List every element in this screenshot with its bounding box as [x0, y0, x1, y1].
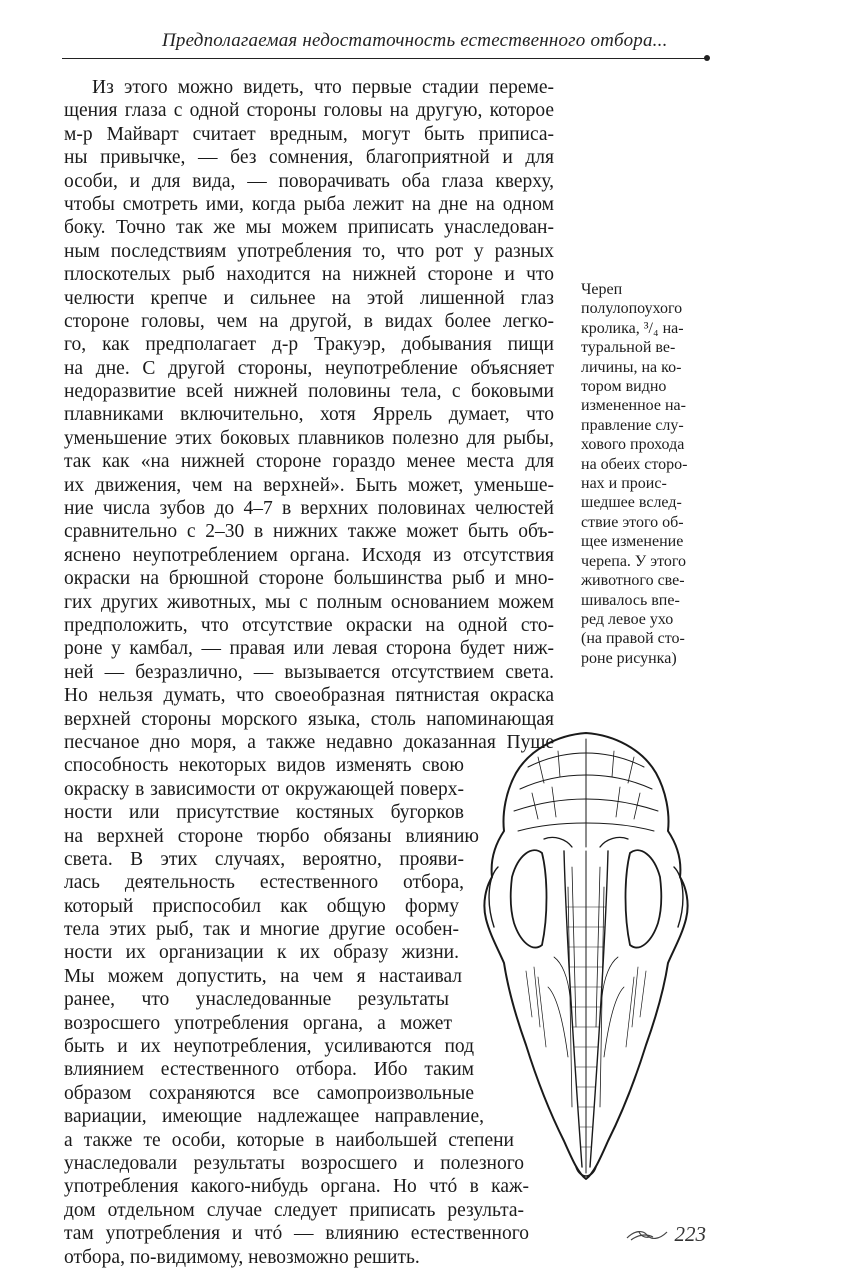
caption-line: шивалось впе-	[581, 591, 680, 609]
body-line: особи, и для вида, — поворачивать оба глаза кверху,	[64, 170, 554, 192]
body-line: стороне головы, чем на другой, в видах более легко-	[64, 310, 554, 332]
body-line: яснено неупотреблением органа. Исходя из отсутствия	[64, 544, 554, 566]
body-line: который приспособил как общую форму	[64, 895, 459, 917]
body-line: щения глаза с одной стороны головы на другую, которое	[64, 100, 554, 122]
page-footer	[625, 1222, 707, 1247]
body-line: песчаное дно моря, а также недавно доказанная Пуше	[64, 731, 554, 753]
body-line: их движения, чем на верхней». Быть может, уменьше-	[64, 474, 554, 496]
caption-line: черепа. У этого	[581, 552, 687, 570]
caption-line: животного све-	[581, 572, 685, 590]
caption-line: роне рисунка)	[581, 649, 677, 667]
body-line: верхней стороны морского языка, столь напоминающая	[64, 708, 554, 730]
caption-line: щее изменение	[581, 533, 684, 551]
caption-line: нах и проис-	[581, 475, 667, 493]
header-rule	[62, 58, 706, 59]
figure-caption	[581, 280, 705, 668]
caption-line: измененное на-	[581, 397, 686, 415]
body-line: а также те особи, которые в наибольшей степени	[64, 1129, 514, 1151]
body-line: света. В этих случаях, вероятно, прояви-	[64, 848, 464, 870]
body-line: окраски на брюшной стороне большинства рыб и мно-	[64, 568, 554, 590]
body-line: сравнительно с 2–30 в нижних также может быть объ-	[64, 521, 554, 543]
caption-line: кролика, ³/₄ на-	[581, 319, 684, 337]
body-line: ны привычке, — без сомнения, благоприятной и для	[64, 147, 554, 169]
caption-line: туральной ве-	[581, 339, 676, 357]
body-line: отбора, по-видимому, невозможно решить.	[64, 1246, 420, 1268]
caption-line: полулопоухого	[581, 300, 683, 318]
body-line: челюсти крепче и сильнее на этой лишенной глаз	[64, 287, 554, 309]
body-line: ние числа зубов до 4–7 в верхних половинах челюстей	[64, 498, 554, 520]
caption-line: на обеих сторо-	[581, 455, 688, 473]
body-line: ранее, что унаследованные результаты	[64, 989, 449, 1011]
caption-line: правление слу-	[581, 416, 684, 434]
body-line: предположить, что отсутствие окраски на одной сто-	[64, 614, 554, 636]
body-line: м-р Майварт считает вредным, могут быть приписа-	[64, 123, 554, 145]
body-line: дом отдельном случае следует приписать результа-	[64, 1199, 524, 1221]
caption-line: ствие этого об-	[581, 513, 684, 531]
body-line: тела этих рыб, так и многие другие особен-	[64, 919, 459, 941]
body-line: боку. Точно так же мы можем приписать унаследован-	[64, 217, 554, 239]
body-line: чтобы смотреть ими, когда рыба лежит на дне на одном	[64, 193, 554, 215]
caption-line: (на правой сто-	[581, 630, 685, 648]
body-line: недоразвитие всей нижней половины тела, с боковыми	[64, 381, 554, 403]
body-line: уменьшение этих боковых плавников полезно для рыбы,	[64, 427, 554, 449]
body-line: вариации, имеющие надлежащее направление,	[64, 1106, 484, 1128]
body-line: плавниками включительно, хотя Яррель думает, что	[64, 404, 554, 426]
caption-line: шедшее вслед-	[581, 494, 682, 512]
caption-line: тором видно	[581, 378, 667, 396]
body-line: так как «на нижней стороне гораздо менее места для	[64, 451, 554, 473]
body-line: на дне. С другой стороны, неупотребление объясняет	[64, 357, 554, 379]
rabbit-skull-engraving-icon	[468, 727, 704, 1187]
body-line: ней — безразлично, — вызывается отсутствием света.	[64, 661, 554, 683]
body-line: быть и их неупотребления, усиливаются под	[64, 1036, 474, 1058]
body-line: Из этого можно видеть, что первые стадии переме-	[92, 77, 554, 98]
body-line: го, как предполагает д-р Тракуэр, добывания пищи	[64, 334, 554, 356]
body-line: Мы можем допустить, на чем я настаивал	[64, 965, 462, 987]
body-line: окраску в зависимости от окружающей поверх-	[64, 778, 464, 800]
body-line: ности или присутствие костяных бугорков	[64, 802, 464, 824]
body-line: унаследовали результаты возросшего и полезного	[64, 1152, 524, 1174]
body-line: образом сохраняются все самопроизвольные	[64, 1082, 474, 1104]
flourish-ornament-icon	[625, 1228, 669, 1242]
body-line: там употребления и чтó — влиянию естественного	[64, 1223, 529, 1245]
body-line: роне у камбал, — правая или левая сторона будет ниж-	[64, 638, 554, 660]
caption-line: личины, на ко-	[581, 358, 682, 376]
caption-line: хового прохода	[581, 436, 685, 454]
body-line: способность некоторых видов изменять свою	[64, 755, 464, 777]
body-line: гих других животных, мы с полным основанием можем	[64, 591, 554, 613]
body-line: на верхней стороне тюрбо обязаны влиянию	[64, 825, 479, 847]
body-line: плоскотелых рыб находится на нижней стороне и что	[64, 264, 554, 286]
body-line: лась деятельность естественного отбора,	[64, 872, 464, 894]
page-number: 223	[674, 1222, 706, 1246]
body-line: ности их организации к их образу жизни.	[64, 942, 459, 964]
running-title: Предполагаемая недостаточность естественного отбора...	[162, 30, 668, 51]
body-line: влиянием естественного отбора. Ибо таким	[64, 1059, 474, 1081]
body-line: Но нельзя думать, что своеобразная пятнистая окраска	[64, 685, 554, 707]
caption-line: ред левое ухо	[581, 610, 674, 628]
body-line: ным последствиям употребления то, что рот у разных	[64, 240, 554, 262]
body-line: употребления какого-нибудь органа. Но чтó в каж-	[64, 1176, 529, 1198]
body-line: возросшего употребления органа, а может	[64, 1012, 452, 1034]
caption-line: Череп	[581, 281, 623, 298]
